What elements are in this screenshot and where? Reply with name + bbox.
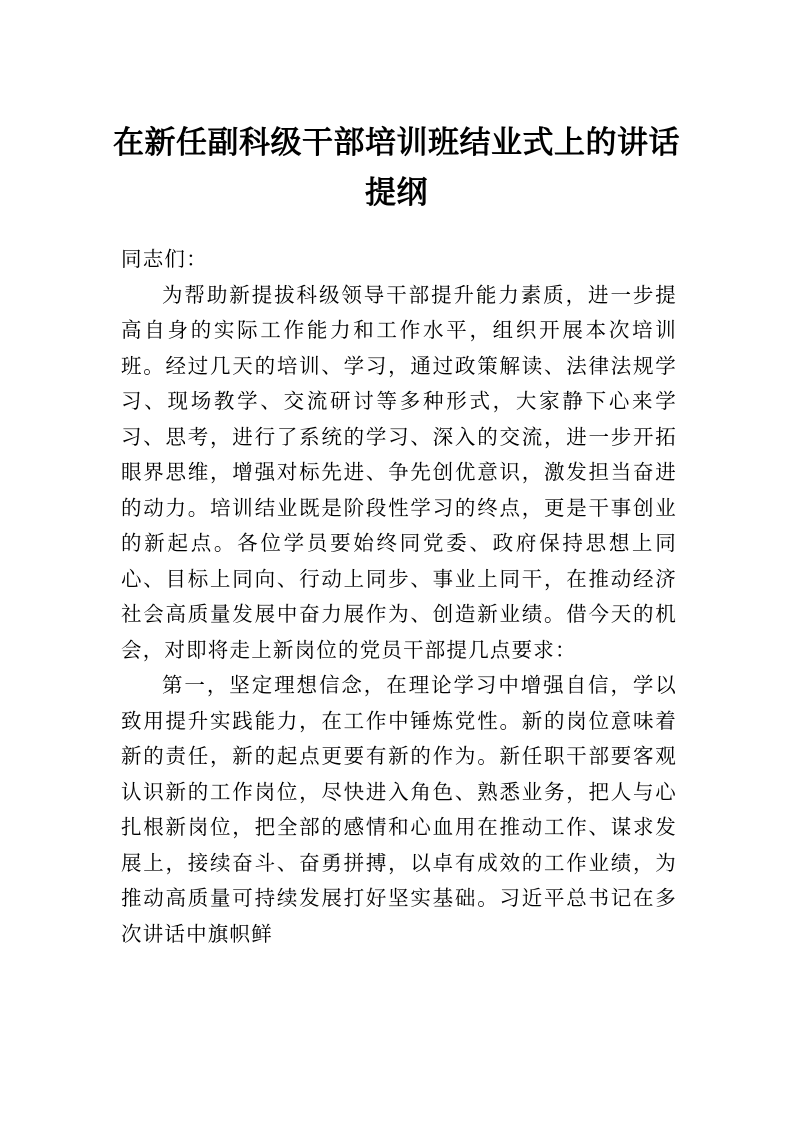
- salutation: 同志们：: [121, 247, 208, 271]
- paragraph-intro: 为帮助新提拔科级领导干部提升能力素质，进一步提高自身的实际工作能力和工作水平，组织开展本次培训班。经过几天的培训、学习，通过政策解读、法律法规学习、现场教学、交流研讨等多种形式，大家静下心来学习、思考，进行了系统的学习、深入的交流，进一步开拓眼界思维，增强对标先进、争先创优意识，激发担当奋进的动力。培训结业既是阶段性学习的终点，更是干事创业的新起点。各位学员要始终同党委、政府保持思想上同心、目标上同向、行动上同步、事业上同干，在推动经济社会高质量发展中奋力展作为、创造新业绩。借今天的机会，对即将走上新岗位的党员干部提几点要求：: [121, 282, 677, 662]
- document-title: 在新任副科级干部培训班结业式上的讲话提纲: [113, 125, 680, 211]
- document-body: [121, 242, 677, 952]
- paragraph-first-point: 第一，坚定理想信念，在理论学习中增强自信，学以致用提升实践能力，在工作中锤炼党性。新的岗位意味着新的责任，新的起点更要有新的作为。新任职干部要客观认识新的工作岗位，尽快进入角色、熟悉业务，把人与心扎根新岗位，把全部的感情和心血用在推动工作、谋求发展上，接续奋斗、奋勇拼搏，以卓有成效的工作业绩，为推动高质量可持续发展打好坚实基础。习近平总书记在多次讲话中旗帜鲜: [121, 673, 677, 946]
